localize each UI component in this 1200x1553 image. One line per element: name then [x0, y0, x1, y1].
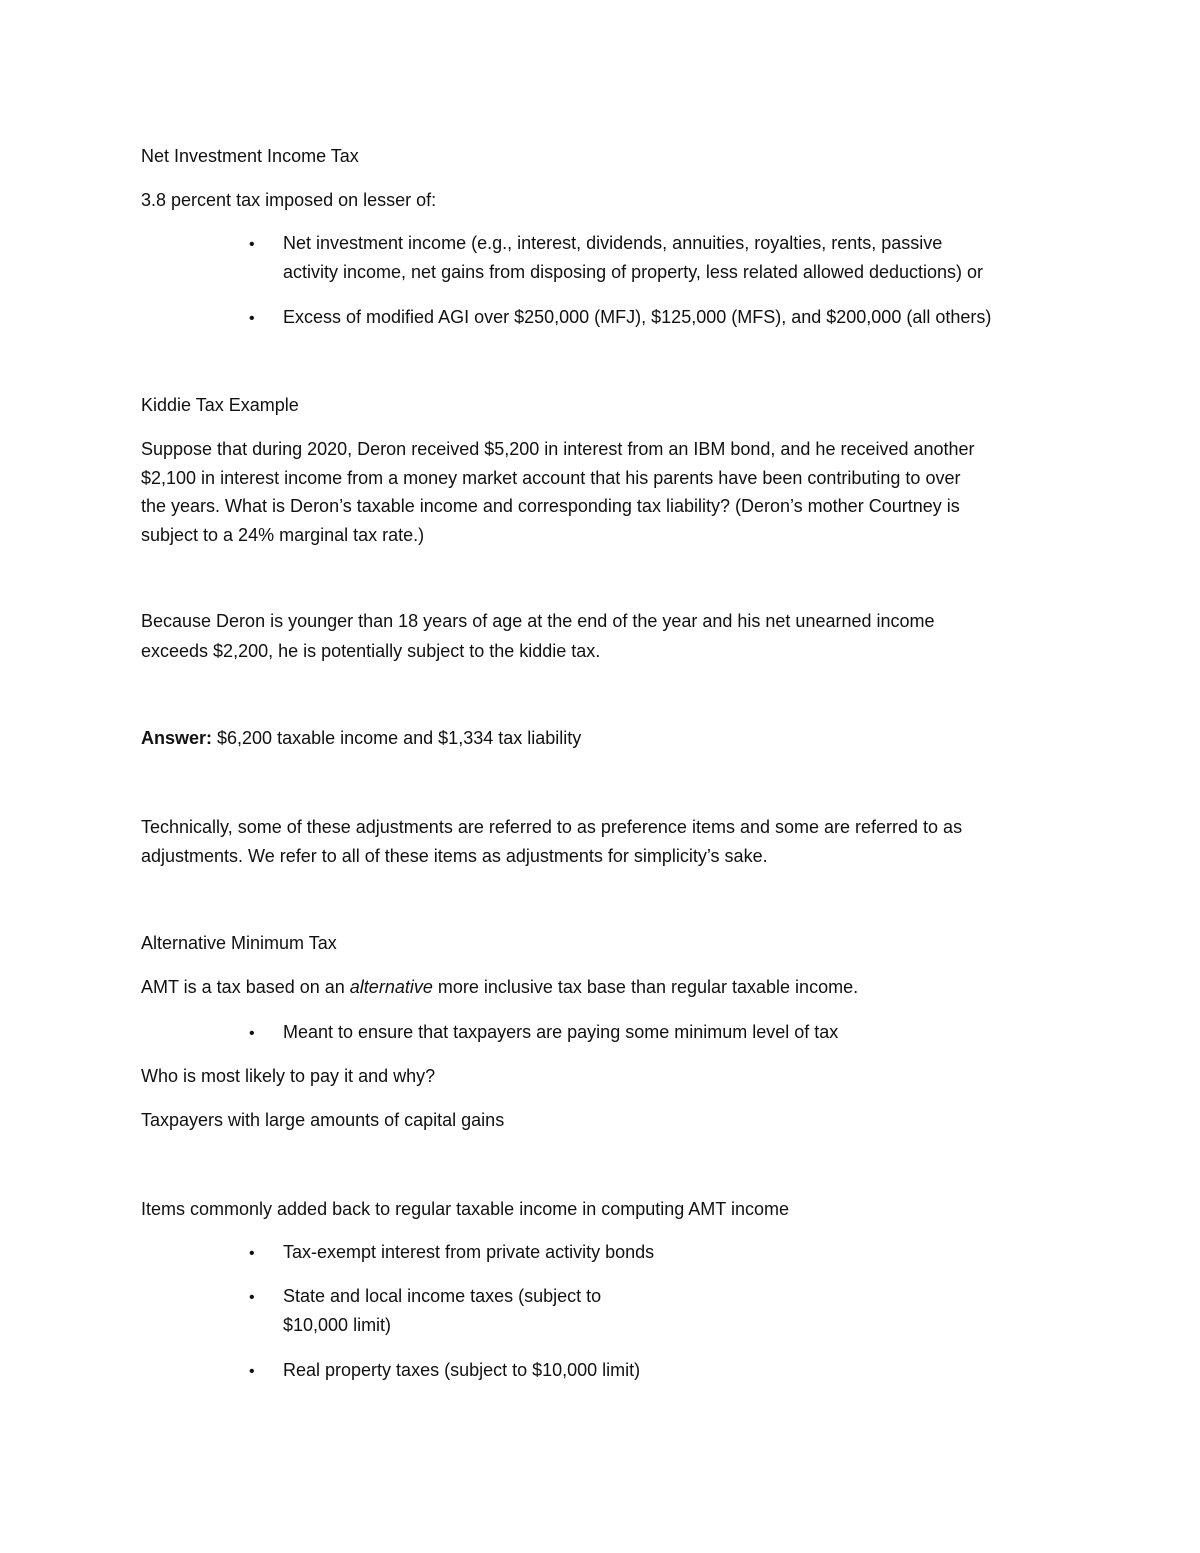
bullet-icon: • — [249, 1289, 255, 1306]
answer-text: $6,200 taxable income and $1,334 tax liability — [212, 728, 582, 748]
niit-intro: 3.8 percent tax imposed on lesser of: — [141, 190, 437, 210]
bullet-icon: • — [249, 1025, 255, 1042]
amt-item-1: Tax-exempt interest from private activity bonds — [283, 1242, 655, 1262]
kiddie-explanation-line-1: Because Deron is younger than 18 years of age at the end of the year and his net unearned income — [141, 611, 935, 631]
bullet-icon: • — [249, 236, 255, 253]
amt-definition-italic: alternative — [349, 977, 433, 997]
kiddie-question-line-4: subject to a 24% marginal tax rate.) — [141, 525, 425, 545]
niit-bullet-1-line-2: activity income, net gains from disposing of property, less related allowed deductions) or — [283, 262, 984, 282]
niit-heading: Net Investment Income Tax — [141, 146, 359, 166]
amt-items-intro: Items commonly added back to regular taxable income in computing AMT income — [141, 1199, 789, 1219]
amt-item-2-line-1: State and local income taxes (subject to — [283, 1286, 602, 1306]
amt-item-2-line-2: $10,000 limit) — [283, 1315, 392, 1335]
kiddie-question-line-2: $2,100 in interest income from a money market account that his parents have been contributing to over — [141, 468, 961, 488]
kiddie-question-line-1: Suppose that during 2020, Deron received $5,200 in interest from an IBM bond, and he received another — [141, 439, 975, 459]
niit-bullet-1-line-1: Net investment income (e.g., interest, dividends, annuities, royalties, rents, passive — [283, 233, 943, 253]
bullet-icon: • — [249, 1245, 255, 1262]
kiddie-explanation-line-2: exceeds $2,200, he is potentially subject to the kiddie tax. — [141, 641, 601, 661]
adjustments-line-1: Technically, some of these adjustments are referred to as preference items and some are referred to as — [141, 817, 963, 837]
kiddie-answer — [141, 724, 581, 753]
kiddie-heading: Kiddie Tax Example — [141, 395, 299, 415]
niit-bullet-2-line-1: Excess of modified AGI over $250,000 (MFJ), $125,000 (MFS), and $200,000 (all others) — [283, 307, 992, 327]
adjustments-line-2: adjustments. We refer to all of these items as adjustments for simplicity’s sake. — [141, 846, 768, 866]
amt-answer: Taxpayers with large amounts of capital gains — [141, 1110, 505, 1130]
answer-label: Answer: — [141, 728, 213, 748]
kiddie-question-line-3: the years. What is Deron’s taxable income and corresponding tax liability? (Deron’s mother Courtney is — [141, 496, 960, 516]
amt-heading: Alternative Minimum Tax — [141, 933, 337, 953]
amt-definition-start: AMT is a tax based on an — [141, 977, 350, 997]
amt-bullet: Meant to ensure that taxpayers are paying some minimum level of tax — [283, 1022, 839, 1042]
bullet-icon: • — [249, 310, 255, 327]
amt-question: Who is most likely to pay it and why? — [141, 1066, 436, 1086]
amt-definition-end: more inclusive tax base than regular taxable income. — [432, 977, 859, 997]
amt-item-3: Real property taxes (subject to $10,000 limit) — [283, 1360, 641, 1380]
bullet-icon: • — [249, 1363, 255, 1380]
amt-definition — [141, 973, 858, 1002]
